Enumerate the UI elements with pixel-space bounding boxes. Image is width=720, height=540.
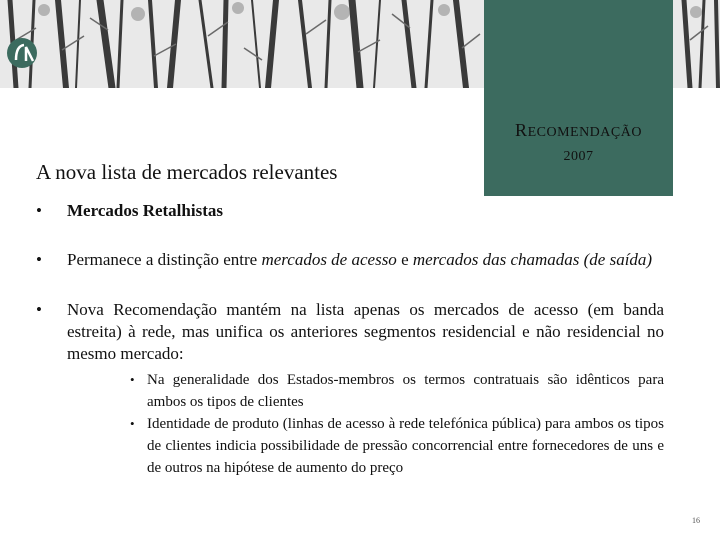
bullet-icon: •	[36, 201, 42, 220]
sub-bullet-icon: •	[130, 416, 135, 431]
sub-bullet-text: Identidade de produto (linhas de acesso à rede telefónica pública) para ambos os tipos de clientes indicia possibilidade de pressão concorrencial entre fornecedores de uns e de outros na hipótese de aumento do preço	[147, 416, 664, 476]
bullet-italic-call-markets: mercados das chamadas (de saída)	[412, 250, 653, 269]
recommendation-label	[484, 118, 673, 169]
recommendation-label-initial: R	[515, 120, 528, 140]
sub-bullet-item	[130, 413, 664, 479]
bullet-text-part: Permanece a distinção entre	[67, 250, 262, 269]
bullet-italic-access-markets: mercados de acesso	[261, 250, 397, 269]
page-number: 16	[692, 516, 700, 525]
bullet-item-retail-markets	[36, 200, 664, 222]
sub-bullet-text: Na generalidade dos Estados-membros os termos contratuais são idênticos para ambos os tipos de clientes	[147, 372, 664, 410]
bullet-text: Mercados Retalhistas	[67, 201, 223, 220]
bullet-item-new-recommendation	[36, 299, 664, 479]
bullet-text: Nova Recomendação mantém na lista apenas os mercados de acesso (em banda estreita) à rede, mas unifica os anteriores segmentos residencial e não residencial no mesmo mercado:	[67, 300, 664, 363]
sub-bullet-list	[67, 369, 664, 479]
organization-logo	[6, 36, 42, 72]
bullet-item-distinction	[36, 249, 664, 271]
bullet-icon: •	[36, 300, 42, 319]
bullet-icon: •	[36, 250, 42, 269]
slide-title: A nova lista de mercados relevantes	[36, 160, 338, 184]
sub-bullet-item	[130, 369, 664, 413]
recommendation-year: 2007	[563, 149, 594, 164]
main-bullet-list	[36, 200, 664, 479]
bullet-text-part: e	[396, 250, 413, 269]
recommendation-label-rest: ECOMENDAÇÃO	[527, 125, 642, 140]
sub-bullet-icon: •	[130, 372, 135, 387]
